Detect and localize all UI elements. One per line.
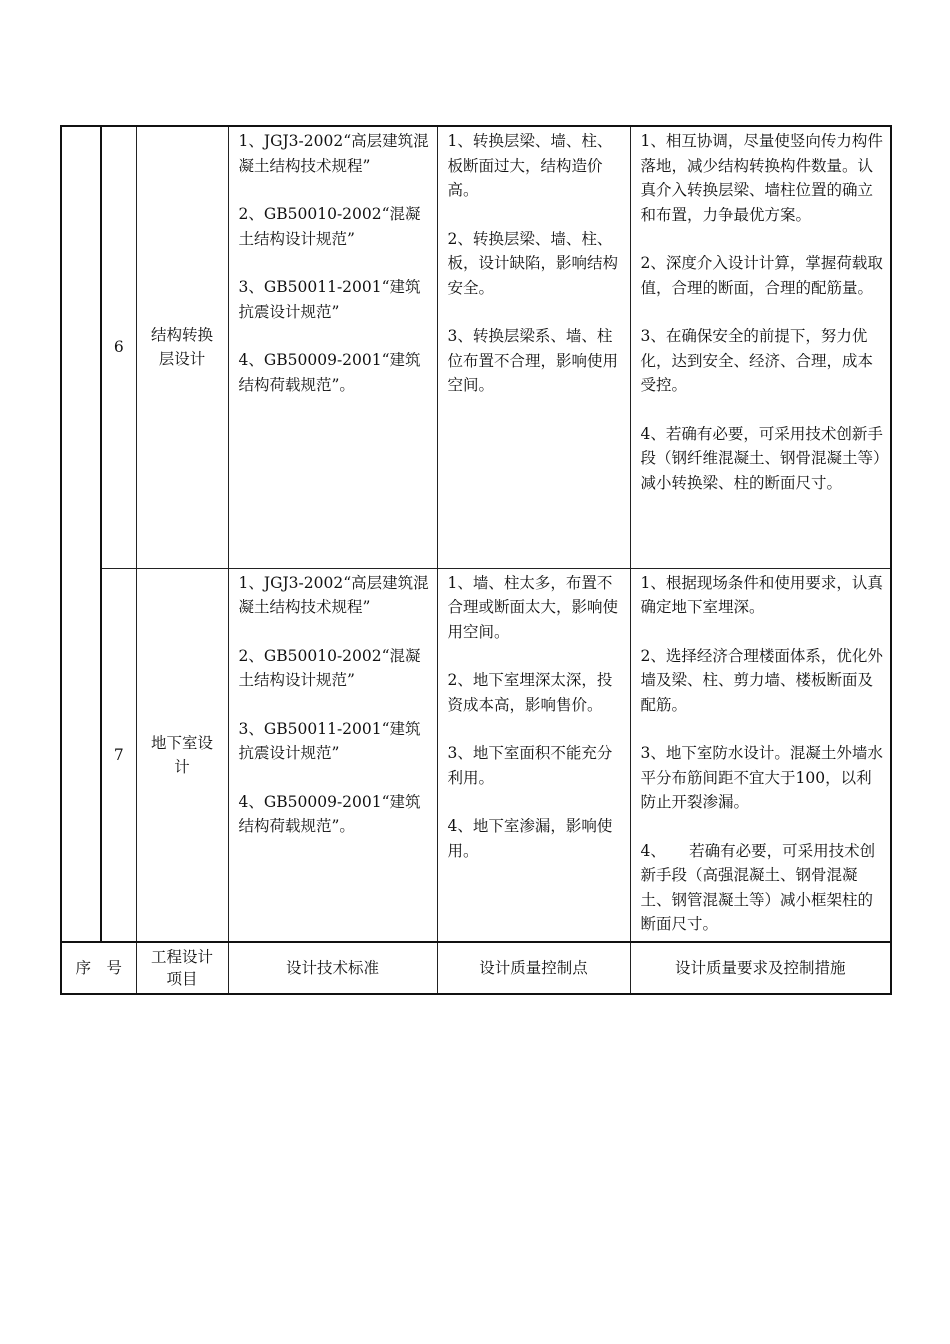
standards-cell [228,126,437,568]
measure-entry: 4、 若确有必要，可采用技术创新手段（高强混凝土、钢骨混凝土、钢管混凝土等）减小框架柱的断面尺寸。 [640,841,876,933]
control-point-entry: 3、转换层梁系、墙、柱位布置不合理，影响使用空间。 [447,327,619,394]
measure-entry: 4、若确有必要，可采用技术创新手段（钢纤维混凝土、钢骨混凝土等）减小转换梁、柱的断面尺寸。 [640,424,883,492]
measures-cell [630,568,891,942]
control-points-cell [437,126,630,568]
control-point-entry: 1、墙、柱太多，布置不合理或断面太大，影响使用空间。 [447,573,619,641]
control-point-entry: 3、地下室面积不能充分利用。 [447,744,613,787]
table-row [61,126,891,568]
measure-entry: 2、深度介入设计计算，掌握荷载取值，合理的断面，合理的配筋量。 [640,254,883,297]
control-point-entry: 1、转换层梁、墙、柱、板断面过大，结构造价高。 [447,132,613,199]
header-item: 工程设计项目 [136,942,228,994]
standard-entry: 4、GB50009-2001“建筑结构荷载规范”。 [238,351,421,394]
measure-entry: 1、相互协调，尽量使竖向传力构件落地，减少结构转换构件数量。认真介入转换层梁、墙柱位置的确立和布置，力争最优方案。 [640,132,883,224]
measure-entry: 3、在确保安全的前提下，努力优化，达到安全、经济、合理，成本受控。 [640,327,874,394]
measure-entry: 1、根据现场条件和使用要求，认真确定地下室埋深。 [640,573,883,616]
row-number: 7 [101,568,136,942]
row-item-name: 地下室设计 [136,568,228,942]
standard-entry: 1、JGJ3-2002“高层建筑混凝土结构技术规程” [238,132,429,175]
standard-entry: 2、GB50010-2002“混凝土结构设计规范” [238,646,421,689]
control-point-entry: 2、地下室埋深太深，投资成本高，影响售价。 [447,671,613,714]
standard-entry: 2、GB50010-2002“混凝土结构设计规范” [238,205,421,248]
header-seq: 序 号 [61,942,136,994]
header-control: 设计质量控制点 [437,942,630,994]
measures-cell [630,126,891,568]
standard-entry: 1、JGJ3-2002“高层建筑混凝土结构技术规程” [238,573,429,616]
row-item-name: 结构转换层设计 [136,126,228,568]
control-point-entry: 4、地下室渗漏，影响使用。 [447,817,613,860]
header-standard: 设计技术标准 [228,942,437,994]
design-quality-table [60,125,892,995]
standard-entry: 3、GB50011-2001“建筑抗震设计规范” [238,278,421,321]
blank-merged-cell [61,126,101,942]
control-points-cell [437,568,630,942]
standards-cell [228,568,437,942]
table-header-row [61,942,891,994]
header-measures: 设计质量要求及控制措施 [630,942,891,994]
control-point-entry: 2、转换层梁、墙、柱、板，设计缺陷，影响结构安全。 [447,229,619,297]
standard-entry: 4、GB50009-2001“建筑结构荷载规范”。 [238,792,421,835]
row-number: 6 [101,126,136,568]
table-row [61,568,891,942]
standard-entry: 3、GB50011-2001“建筑抗震设计规范” [238,719,421,762]
measure-entry: 3、地下室防水设计。混凝土外墙水平分布筋间距不宜大于100，以利防止开裂渗漏。 [640,744,883,811]
measure-entry: 2、选择经济合理楼面体系，优化外墙及梁、柱、剪力墙、楼板断面及配筋。 [640,646,883,714]
